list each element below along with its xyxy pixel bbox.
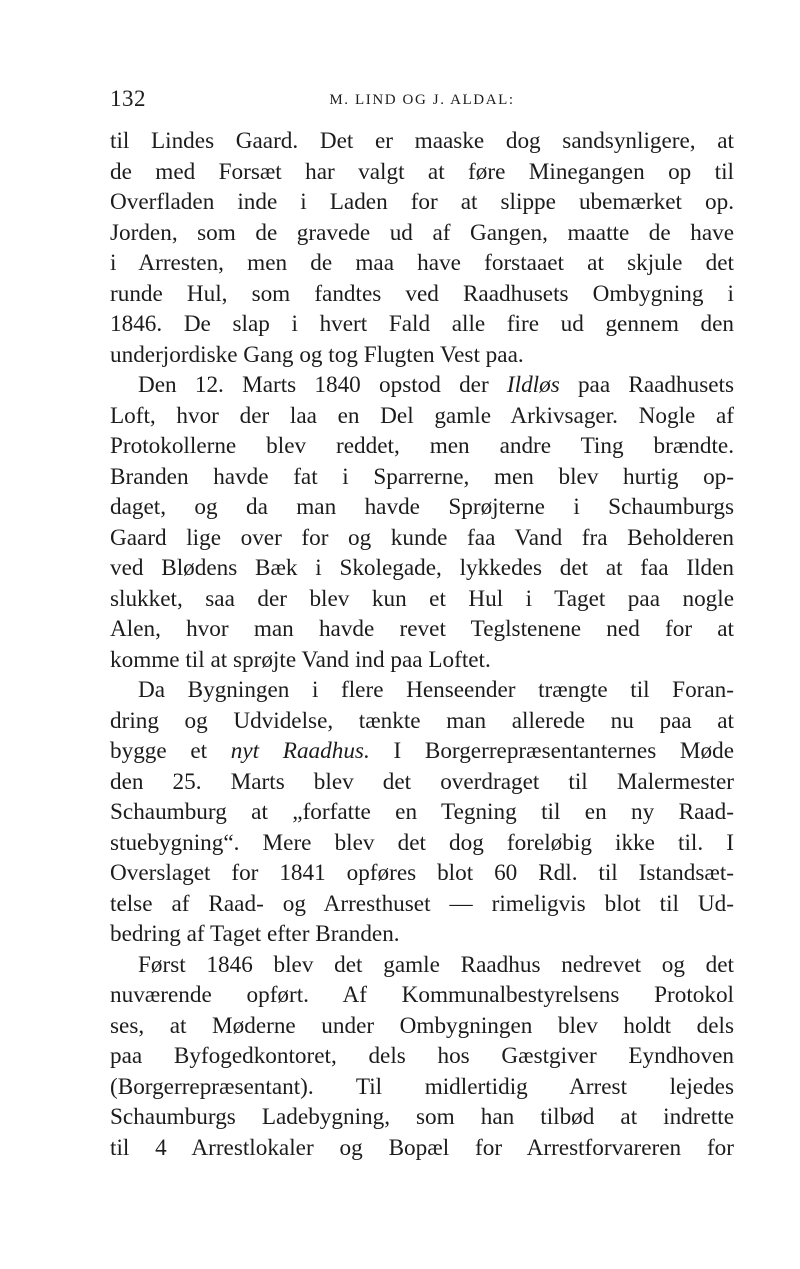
text-line: slukket, saa der blev kun et Hul i Taget paa nogle [110, 585, 734, 612]
text-line: (Borgerrepræsentant). Til midlertidig Arrest lejedes [110, 1073, 734, 1100]
text-line: Jorden, som de gravede ud af Gangen, maatte de have [110, 219, 734, 246]
text-line: underjordiske Gang og tog Flugten Vest paa. [110, 341, 524, 368]
text-line: de med Forsæt har valgt at føre Minegangen op til [110, 158, 734, 185]
emphasis: Ildløs [506, 372, 560, 398]
text-line: bedring af Taget efter Branden. [110, 921, 400, 947]
emphasis: nyt Raadhus. [230, 738, 370, 764]
paragraph [110, 370, 734, 675]
text-line: ved Blødens Bæk i Skolegade, lykkedes det at faa Ilden [110, 555, 734, 581]
text-line: Overfladen inde i Laden for at slippe ubemærket op. [110, 189, 734, 215]
text-line: til 4 Arrestlokaler og Bopæl for Arrestforvareren for [110, 1134, 734, 1161]
page-header [110, 86, 734, 116]
text-line: stuebygning“. Mere blev det dog foreløbig ikke til. I [110, 829, 734, 856]
text-line: Branden havde fat i Sparrerne, men blev hurtig op- [110, 463, 734, 490]
text-line: runde Hul, som fandtes ved Raadhusets Ombygning i [110, 280, 734, 307]
text-line: paa Byfogedkontoret, dels hos Gæstgiver Eyndhoven [110, 1043, 734, 1069]
text-line: bygge et nyt Raadhus. I Borgerrepræsentanternes Møde [110, 738, 734, 764]
text-line: Loft, hvor der laa en Del gamle Arkivsager. Nogle af [110, 402, 734, 429]
text-line: i Arresten, men de maa have forstaaet at skjule det [110, 250, 734, 276]
text-line: dring og Udvidelse, tænkte man allerede nu paa at [110, 707, 734, 734]
text-line: ses, at Møderne under Ombygningen blev holdt dels [110, 1012, 734, 1039]
text-line: Den 12. Marts 1840 opstod der Ildløs paa Raadhusets [138, 372, 734, 398]
text-line: Schaumburgs Ladebygning, som han tilbød at indrette [110, 1104, 734, 1130]
paragraph [110, 126, 734, 370]
text-line: den 25. Marts blev det overdraget til Malermester [110, 768, 734, 795]
text-line: nuværende opført. Af Kommunalbestyrelsens Protokol [110, 982, 734, 1008]
text-line: Gaard lige over for og kunde faa Vand fra Beholderen [110, 524, 734, 551]
page-number: 132 [110, 86, 146, 111]
running-head: M. LIND OG J. ALDAL: [329, 92, 515, 108]
text-line: Alen, hvor man havde revet Teglstenene ned for at [110, 616, 734, 642]
paragraph [110, 675, 734, 950]
paragraph [110, 950, 734, 1164]
text-line: telse af Raad- og Arresthuset — rimeligvis blot til Ud- [110, 890, 734, 917]
text-line: 1846. De slap i hvert Fald alle fire ud gennem den [110, 311, 734, 337]
text-line: Overslaget for 1841 opføres blot 60 Rdl. til Istandsæt- [110, 860, 734, 886]
text-line: Da Bygningen i flere Henseender trængte til Foran- [138, 677, 734, 703]
text-line: komme til at sprøjte Vand ind paa Loftet. [110, 646, 491, 673]
text-line: Schaumburg at „forfatte en Tegning til en ny Raad- [110, 799, 734, 825]
text-line: daget, og da man havde Sprøjterne i Schaumburgs [110, 494, 734, 520]
text-line: Protokollerne blev reddet, men andre Ting brændte. [110, 433, 734, 459]
text-line: Først 1846 blev det gamle Raadhus nedrevet og det [138, 951, 734, 978]
body-text [110, 126, 734, 1163]
text-line: til Lindes Gaard. Det er maaske dog sandsynligere, at [110, 128, 734, 154]
